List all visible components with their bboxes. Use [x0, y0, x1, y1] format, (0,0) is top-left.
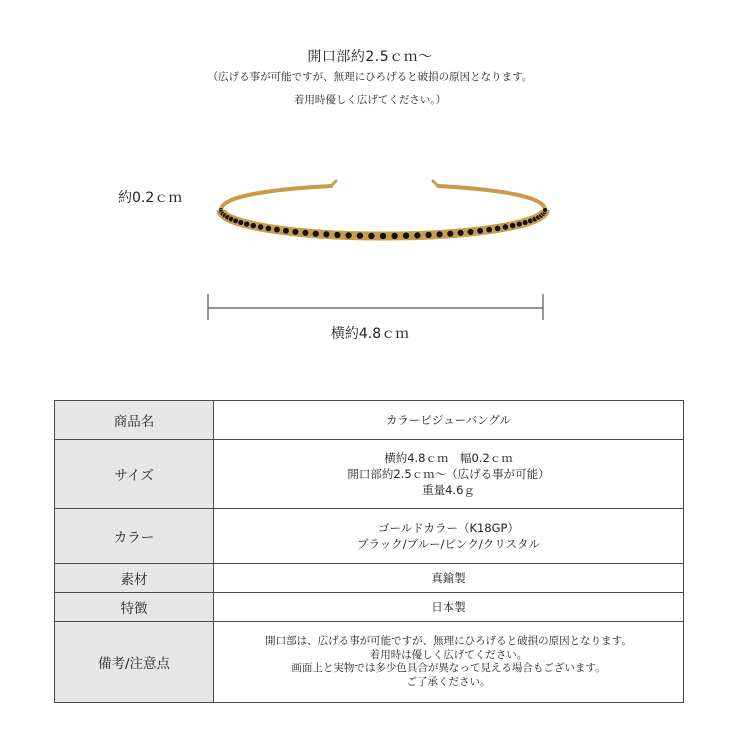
bangle-stone — [345, 232, 352, 239]
color-line: ゴールドカラー（K18GP） — [378, 521, 519, 535]
spec-value-feature: 日本製 — [214, 593, 684, 622]
size-line: 重量4.6ｇ — [422, 483, 475, 497]
bangle-stone — [457, 229, 464, 236]
bangle-stone — [510, 222, 516, 228]
width-dimension-label: 横約4.8ｃｍ — [330, 326, 410, 342]
spec-label-name: 商品名 — [55, 401, 214, 440]
spec-value-size — [214, 440, 684, 509]
bangle-stone — [477, 227, 484, 234]
bangle-stone — [502, 224, 508, 230]
bangle-back-arc-left — [221, 186, 331, 210]
spec-value-material: 真鍮製 — [214, 564, 684, 593]
bangle-stone — [257, 224, 263, 230]
bangle-image — [205, 150, 565, 260]
spec-row-notes — [55, 622, 684, 703]
bangle-stone — [543, 208, 548, 213]
product-spec-table — [54, 400, 684, 703]
bangle-stone — [516, 221, 522, 227]
bangle-stone — [238, 220, 244, 226]
caution-note-line-1: （広げる事が可能ですが、無理にひろげると破損の原因となります。 — [207, 71, 533, 83]
bangle-stone — [312, 230, 319, 237]
size-line: 開口部約2.5ｃｍ～（広げる事が可能） — [347, 467, 550, 481]
notes-line: ご了承ください。 — [406, 675, 491, 688]
notes-line: 開口部は、広げる事が可能ですが、無理にひろげると破損の原因となります。 — [265, 635, 632, 647]
bangle-stone — [368, 232, 375, 239]
bangle-stone — [486, 226, 493, 233]
bangle-stone — [334, 231, 341, 238]
size-line: 横約4.8ｃｍ 幅0.2ｃｍ — [384, 451, 513, 465]
caution-note-line-2: 着用時優しく広げてください。） — [293, 94, 447, 106]
spec-label-feature: 特徴 — [55, 593, 214, 622]
spec-row-size — [55, 440, 684, 509]
bangle-stone — [250, 222, 256, 228]
bangle-stone — [356, 232, 363, 239]
opening-size-title: 開口部約2.5ｃｍ～ — [307, 49, 433, 65]
spec-row-name — [55, 401, 684, 440]
bangle-stone — [292, 228, 299, 235]
bangle-stone — [265, 225, 272, 232]
bangle-open-end-right — [433, 181, 438, 186]
bangle-stone — [323, 231, 330, 238]
spec-value-color — [214, 509, 684, 564]
bangle-stone — [283, 227, 290, 234]
bangle-stone — [425, 231, 432, 238]
notes-line: 着用時は優しく広げてください。 — [369, 648, 528, 661]
bangle-stone — [414, 232, 421, 239]
bangle-stone — [391, 232, 398, 239]
spec-label-material: 素材 — [55, 564, 214, 593]
color-line: ブラック/ブルー/ピンク/クリスタル — [357, 537, 540, 551]
spec-row-material — [55, 564, 684, 593]
bangle-stone — [302, 229, 309, 236]
bangle-stone — [494, 225, 501, 232]
spec-row-feature — [55, 593, 684, 622]
spec-row-color — [55, 509, 684, 564]
bangle-stones — [219, 208, 548, 240]
bangle-stone — [244, 221, 250, 227]
bangle-stone — [467, 228, 474, 235]
bangle-stone — [436, 231, 443, 238]
notes-line: 画面上と実物では多少色具合が異なって見える場合もございます。 — [291, 662, 606, 674]
spec-label-size: サイズ — [55, 440, 214, 509]
spec-value-name: カラービジューバングル — [214, 401, 684, 440]
width-dimension-line — [205, 290, 555, 320]
bangle-stone — [403, 232, 410, 239]
spec-label-notes: 備考/注意点 — [55, 622, 214, 703]
bangle-open-end-left — [331, 181, 336, 186]
bangle-stone — [447, 230, 454, 237]
spec-value-notes — [214, 622, 684, 703]
bangle-stone — [379, 232, 386, 239]
height-dimension-label: 約0.2ｃｍ — [118, 190, 183, 206]
spec-label-color: カラー — [55, 509, 214, 564]
bangle-back-arc-right — [438, 186, 545, 210]
bangle-stone — [274, 226, 281, 233]
